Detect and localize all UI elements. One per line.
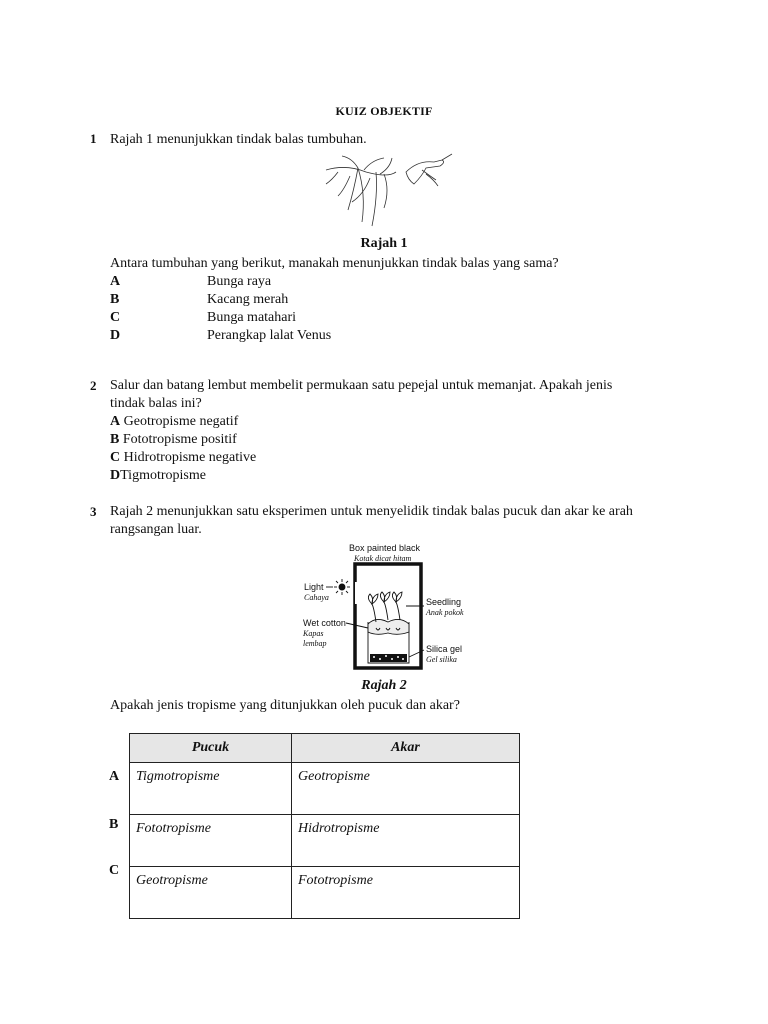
option-letter: D [110, 468, 121, 483]
question-2-option-c [110, 449, 256, 467]
question-3-number: 3 [90, 504, 97, 519]
table-cell-akar: Hidrotropisme [292, 815, 520, 867]
option-text: Tigmotropisme [120, 468, 206, 483]
light-label-ms: Cahaya [304, 593, 329, 602]
page-title: KUIZ OBJEKTIF [335, 104, 433, 118]
seedling-label: Seedling [426, 597, 462, 607]
option-letter: A [110, 274, 121, 289]
experiment-apparatus-drawing [296, 540, 476, 672]
box-label: Box painted black [349, 543, 421, 553]
table-row [130, 867, 520, 919]
silica-label: Silica gel [426, 644, 463, 654]
answer-table [129, 733, 520, 919]
option-text: Bunga raya [207, 274, 272, 289]
table-cell-akar: Fototropisme [292, 867, 520, 919]
question-3-stem-line1: Rajah 2 menunjukkan satu eksperimen untuk menyelidik tindak balas pucuk dan akar ke arah [110, 504, 633, 519]
table-cell-pucuk: Tigmotropisme [130, 763, 292, 815]
light-label: Light [304, 582, 324, 592]
figure-1-plant-touch-image [318, 150, 458, 234]
cotton-label: Wet cotton [303, 618, 346, 628]
table-cell-akar: Geotropisme [292, 763, 520, 815]
question-2-option-b [110, 431, 237, 449]
table-row-letter-a: A [109, 769, 120, 784]
option-letter: C [110, 310, 121, 325]
table-row [130, 815, 520, 867]
figure-1-caption: Rajah 1 [360, 236, 408, 251]
question-2-stem-line2: tindak balas ini? [110, 396, 202, 411]
table-row [130, 763, 520, 815]
question-2-number: 2 [90, 378, 97, 393]
option-text: Hidrotropisme negative [123, 450, 257, 465]
silica-label-ms: Gel silika [426, 655, 457, 664]
question-1-option-c [110, 309, 296, 327]
option-letter: B [110, 432, 120, 447]
option-text: Geotropisme negatif [123, 414, 239, 429]
table-row-letter-b: B [109, 817, 119, 832]
table-cell-pucuk: Fototropisme [130, 815, 292, 867]
question-1-stem: Rajah 1 menunjukkan tindak balas tumbuhan. [110, 132, 367, 147]
question-1-option-b [110, 291, 288, 309]
figure-2-caption: Rajah 2 [361, 678, 407, 693]
cotton-label-ms-1: Kapas [303, 629, 324, 638]
option-text: Fototropisme positif [122, 432, 237, 447]
question-3-prompt: Apakah jenis tropisme yang ditunjukkan oleh pucuk dan akar? [110, 698, 460, 713]
box-label-ms: Kotak dicat hitam [354, 554, 412, 563]
cotton-label-ms-2: lembap [303, 639, 327, 648]
option-text: Kacang merah [207, 292, 289, 307]
question-2-option-d [110, 467, 206, 485]
question-1-number: 1 [90, 131, 97, 146]
table-header-akar: Akar [292, 734, 520, 763]
question-2-stem-line1: Salur dan batang lembut membelit permukaan satu pepejal untuk memanjat. Apakah jenis [110, 378, 613, 393]
option-text: Bunga matahari [207, 310, 297, 325]
figure-2-experiment [296, 540, 476, 672]
question-1-option-d [110, 327, 331, 345]
table-header-row [130, 734, 520, 763]
seedling-label-ms: Anak pokok [426, 608, 464, 617]
table-cell-pucuk: Geotropisme [130, 867, 292, 919]
table-header-pucuk: Pucuk [130, 734, 292, 763]
option-letter: D [110, 328, 121, 343]
option-text: Perangkap lalat Venus [207, 328, 332, 343]
question-1-option-a [110, 273, 271, 291]
table-row-letter-c: C [109, 863, 120, 878]
option-letter: A [110, 414, 121, 429]
question-3-stem-line2: rangsangan luar. [110, 522, 202, 537]
question-1-prompt: Antara tumbuhan yang berikut, manakah menunjukkan tindak balas yang sama? [110, 256, 559, 271]
option-letter: B [110, 292, 120, 307]
option-letter: C [110, 450, 121, 465]
question-2-option-a [110, 413, 238, 431]
